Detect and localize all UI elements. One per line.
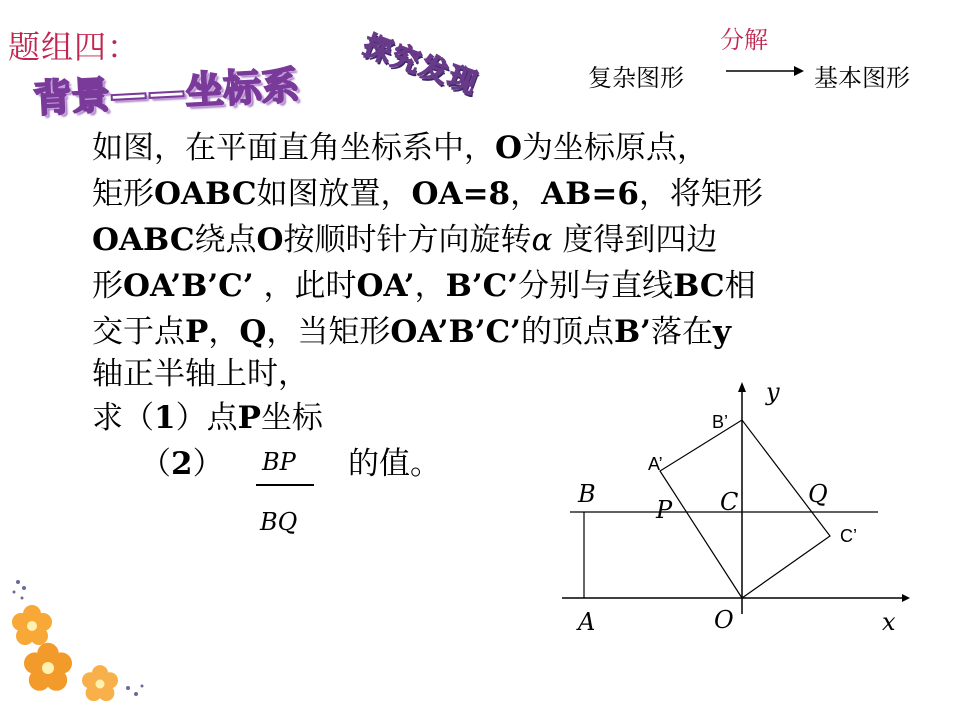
background-title: 背景——坐标系 — [32, 63, 301, 121]
label-q: Q — [808, 480, 828, 508]
label-b: B — [578, 480, 596, 508]
question-2 — [140, 446, 224, 483]
text-run: 为坐标原点， — [522, 130, 709, 166]
y-axis-arrow — [738, 382, 746, 392]
label-a-prime: A’ — [648, 454, 663, 474]
text-run: 绕点 — [194, 222, 257, 258]
text-run: OABC — [154, 176, 257, 212]
text-run: O — [495, 130, 523, 166]
text-run: ，将矩形 — [638, 176, 763, 212]
text-run: （ — [140, 446, 171, 482]
label-c: C — [720, 488, 739, 516]
text-run: y — [712, 314, 731, 350]
text-run: OA’ — [356, 268, 415, 304]
text-run: ）点 — [175, 400, 238, 436]
text-run: P — [237, 400, 261, 436]
problem-line-3 — [92, 222, 717, 259]
text-run: AB=6 — [541, 176, 639, 212]
label-b-prime: B’ — [712, 412, 729, 432]
label-o: O — [714, 606, 734, 634]
text-run: 按顺时针方向旋转 — [283, 222, 532, 258]
coordinate-diagram — [560, 378, 950, 658]
text-run: B’ — [613, 314, 651, 350]
text-run: OA’B’C’ — [390, 314, 521, 350]
problem-line-5 — [92, 314, 731, 351]
text-run: ， — [510, 176, 542, 212]
flower-icon — [24, 643, 72, 691]
text-run: 形 — [92, 268, 123, 304]
question-1 — [92, 400, 323, 437]
text-run: ， — [414, 268, 446, 304]
alpha-symbol: α — [531, 222, 553, 258]
text-run: OABC — [92, 222, 195, 258]
text-run: 度得到四边 — [552, 222, 718, 258]
text-run: 如图，在平面直角坐标系中， — [92, 130, 495, 166]
text-run: 轴正半轴上时， — [92, 356, 309, 392]
label-c-prime: C’ — [840, 526, 857, 546]
complex-figure-label: 复杂图形 — [588, 64, 684, 92]
text-run: 相 — [724, 268, 756, 304]
problem-line-6 — [92, 356, 309, 393]
text-run: BC — [673, 268, 725, 304]
text-run: 2 — [171, 446, 193, 482]
fraction-bar — [256, 484, 314, 486]
text-run: 落在 — [650, 314, 713, 350]
problem-line-4 — [92, 268, 756, 305]
text-run: ） — [192, 446, 224, 482]
label-y: y — [766, 378, 780, 406]
text-run: Q — [239, 314, 267, 350]
text-run: OA=8 — [411, 176, 511, 212]
rotated-rectangle — [660, 420, 830, 598]
text-run: ，此时 — [253, 268, 357, 304]
label-x: x — [882, 608, 896, 636]
flower-icon — [82, 665, 118, 701]
explore-wordart: 探究发现 — [359, 28, 484, 101]
text-run: 的值。 — [348, 446, 441, 482]
text-run: ， — [208, 314, 240, 350]
text-run: O — [256, 222, 284, 258]
fraction-numerator: BP — [262, 448, 296, 476]
question-2-tail — [348, 446, 441, 483]
decompose-label: 分解 — [720, 26, 768, 54]
label-a: A — [578, 608, 596, 636]
label-p: P — [656, 496, 673, 524]
flower-icon — [12, 605, 52, 645]
text-run: P — [185, 314, 209, 350]
right-arrow-icon — [724, 62, 806, 80]
text-run: 坐标 — [260, 400, 323, 436]
text-run: 如图放置， — [256, 176, 412, 212]
text-run: 的顶点 — [520, 314, 614, 350]
problem-line-1 — [92, 130, 708, 167]
fraction-denominator: BQ — [260, 508, 298, 536]
problem-line-2 — [92, 176, 763, 213]
text-run: ，当矩形 — [266, 314, 391, 350]
basic-figure-label: 基本图形 — [814, 64, 910, 92]
flower-decoration — [0, 570, 170, 710]
text-run: 矩形 — [92, 176, 154, 212]
text-run: OA’B’C’ — [123, 268, 254, 304]
text-run: 分别与直线 — [518, 268, 674, 304]
text-run: B’C’ — [445, 268, 519, 304]
text-run: 1 — [154, 400, 176, 436]
text-run: 交于点 — [92, 314, 185, 350]
group-title: 题组四： — [8, 28, 141, 66]
text-run: 求（ — [92, 400, 154, 436]
x-axis-arrow — [902, 594, 910, 602]
